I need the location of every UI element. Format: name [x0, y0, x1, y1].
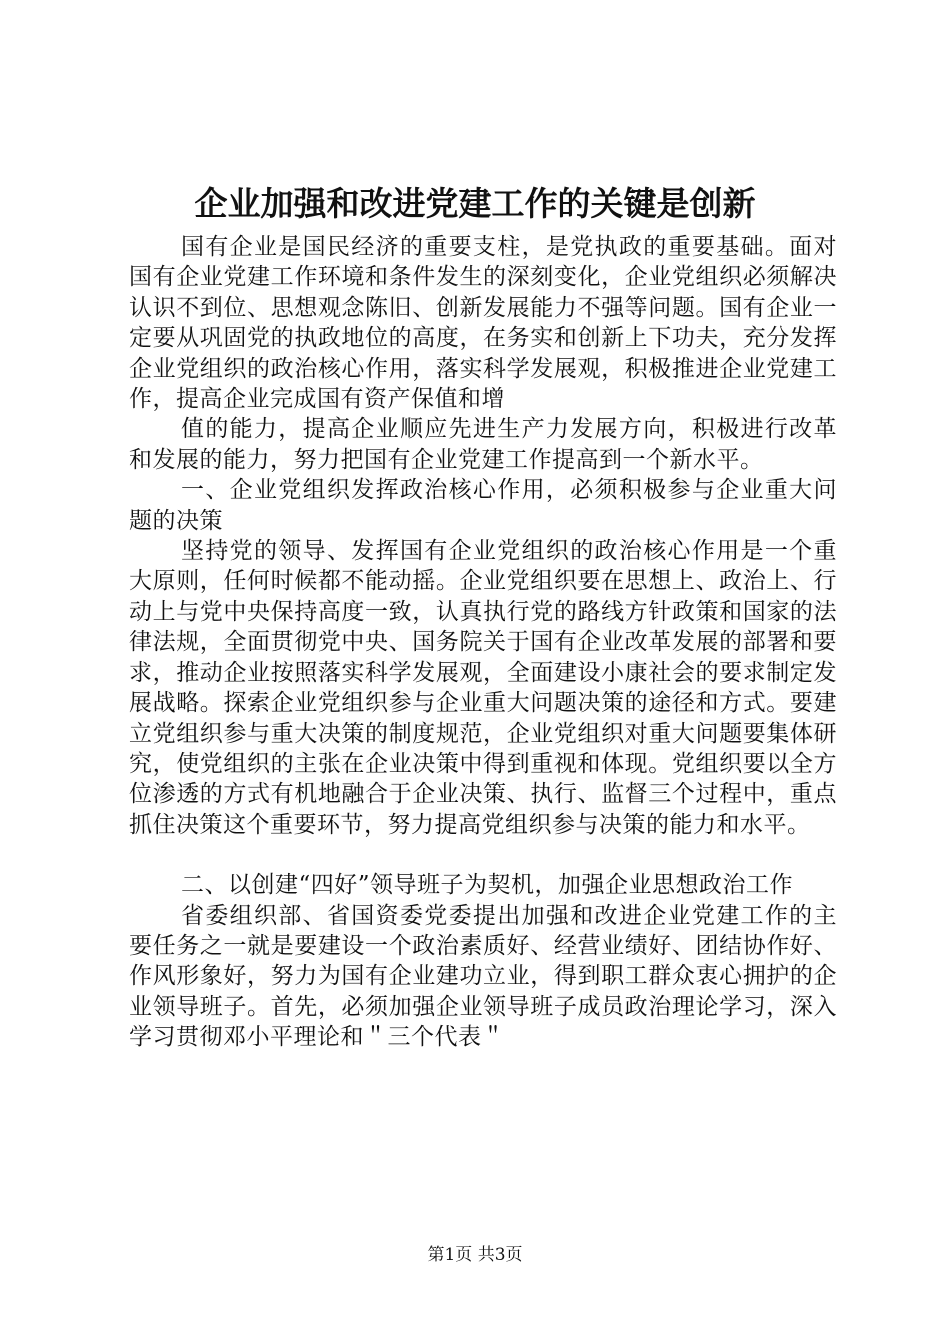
section-heading-1: 一、企业党组织发挥政治核心作用，必须积极参与企业重大问题的决策	[129, 477, 837, 534]
paragraph-section-1: 坚持党的领导、发挥国有企业党组织的政治核心作用是一个重大原则，任何时候都不能动摇。企业党组织要在思想上、政治上、行动上与党中央保持高度一致，认真执行党的路线方针政策和国家的法律法规，全面贯彻党中央、国务院关于国有企业改革发展的部署和要求，推动企业按照落实科学发展观，全面建设小康社会的要求制定发展战略。探索企业党组织参与企业重大问题决策的途径和方式。要建立党组织参与重大决策的制度规范，企业党组织对重大问题要集体研究，使党组织的主张在企业决策中得到重视和体现。党组织要以全方位渗透的方式有机地融合于企业决策、执行、监督三个过程中，重点抓住决策这个重要环节，努力提高党组织参与决策的能力和水平。	[129, 538, 837, 838]
paragraph-intro: 国有企业是国民经济的重要支柱，是党执政的重要基础。面对国有企业党建工作环境和条件发生的深刻变化，企业党组织必须解决认识不到位、思想观念陈旧、创新发展能力不强等问题。国有企业一定要从巩固党的执政地位的高度，在务实和创新上下功夫，充分发挥企业党组织的政治核心作用，落实科学发展观，积极推进企业党建工作，提高企业完成国有资产保值和增	[129, 234, 837, 413]
document-body	[129, 232, 837, 1053]
document-title: 企业加强和改进党建工作的关键是创新	[194, 184, 756, 223]
section-heading-2: 二、以创建“四好”领导班子为契机，加强企业思想政治工作	[181, 872, 794, 899]
page-number-footer: 第1页 共3页	[427, 1245, 523, 1265]
paragraph-gap	[129, 840, 837, 870]
paragraph-intro-continued: 值的能力，提高企业顺应先进生产力发展方向，积极进行改革和发展的能力，努力把国有企业党建工作提高到一个新水平。	[129, 416, 837, 473]
paragraph-section-2: 省委组织部、省国资委党委提出加强和改进企业党建工作的主要任务之一就是要建设一个政治素质好、经营业绩好、团结协作好、作风形象好，努力为国有企业建功立业，得到职工群众衷心拥护的企业领导班子。首先，必须加强企业领导班子成员政治理论学习，深入学习贯彻邓小平理论和＂三个代表＂	[129, 902, 837, 1051]
